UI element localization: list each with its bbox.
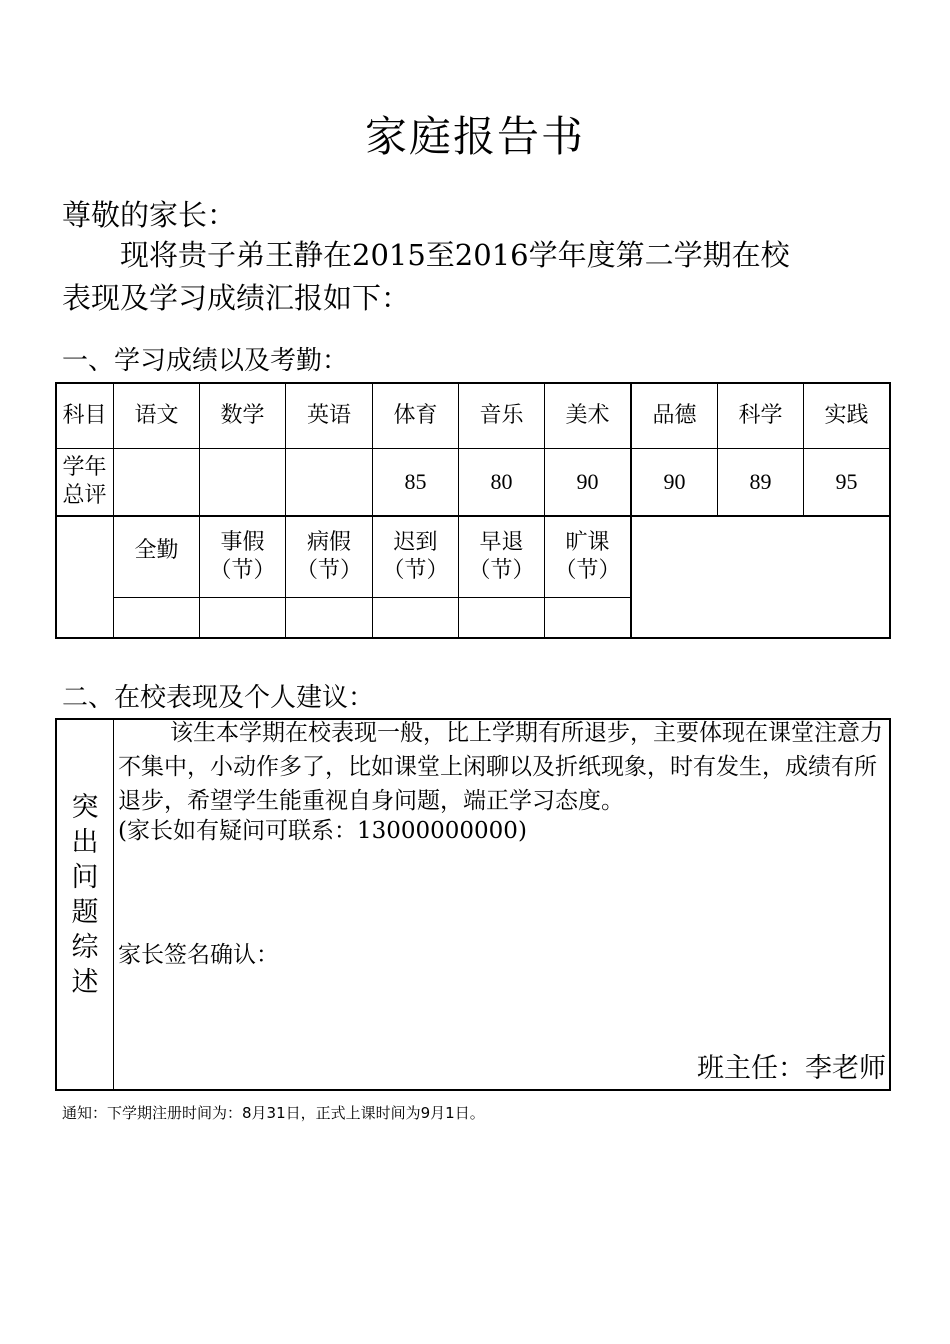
- side-label-char: 题: [71, 897, 99, 928]
- personal-leave-header: [200, 517, 285, 597]
- greeting: 尊敬的家长：: [62, 198, 237, 232]
- attendance-value: [286, 598, 372, 637]
- sick-leave-header: [286, 517, 372, 597]
- score-label-line1: 学年: [62, 455, 107, 480]
- score-cell: 85: [404, 469, 427, 494]
- full-attendance-header: 全勤: [134, 538, 179, 563]
- teacher-signature: 班主任：李老师: [697, 1053, 886, 1084]
- attendance-value: [373, 598, 458, 637]
- remarks-paragraph: 该生本学期在校表现一般，比上学期有所退步，主要体现在课堂注意力不集中，小动作多了，比如课堂上闲聊以及折纸现象，时有发生，成绩有所退步，希望学生能重视自身问题，端正学习态度。: [118, 720, 883, 814]
- subject-cell: 数学: [220, 403, 265, 428]
- score-cell: 80: [490, 469, 513, 494]
- early-leave-header: [459, 517, 544, 597]
- subject-cell: 美术: [565, 403, 610, 428]
- table-border-bottom: [55, 637, 891, 639]
- header-line2: （节）: [209, 558, 276, 583]
- side-label-char: 突: [71, 792, 99, 823]
- header-line1: 旷课: [565, 530, 610, 555]
- header-line2: （节）: [382, 558, 449, 583]
- score-label-line2: 总评: [62, 483, 107, 508]
- subject-cell: 英语: [306, 403, 351, 428]
- header-line2: （节）: [554, 558, 621, 583]
- subject-cell: 语文: [134, 403, 179, 428]
- side-label-char: 述: [71, 967, 99, 998]
- intro-line-1: 现将贵子弟王静在2015至2016学年度第二学期在校: [120, 238, 790, 272]
- side-label-char: 出: [71, 827, 99, 858]
- subject-cell: 实践: [824, 403, 869, 428]
- score-cell: 90: [576, 469, 599, 494]
- side-label-char: 问: [71, 862, 99, 893]
- score-row-label: [56, 449, 113, 515]
- header-line1: 病假: [306, 530, 351, 555]
- subject-cell: 品德: [652, 403, 697, 428]
- remarks-border-right: [889, 718, 891, 1091]
- attendance-value: [545, 598, 630, 637]
- score-cell: 90: [663, 469, 686, 494]
- remarks-side-label: [56, 790, 114, 1000]
- intro-line-2: 表现及学习成绩汇报如下：: [62, 281, 411, 315]
- side-label-char: 综: [71, 932, 99, 963]
- score-cell: 89: [749, 469, 772, 494]
- section1-heading: 一、学习成绩以及考勤：: [62, 346, 349, 376]
- subject-header: 科目: [62, 403, 107, 428]
- header-line2: （节）: [468, 558, 535, 583]
- attendance-value: [114, 598, 199, 637]
- subject-cell: 体育: [393, 403, 438, 428]
- score-cell: [200, 449, 285, 515]
- subject-cell: 音乐: [479, 403, 524, 428]
- attendance-value: [200, 598, 285, 637]
- table-border-right: [889, 382, 891, 639]
- score-cell: [114, 449, 199, 515]
- header-line1: 事假: [220, 530, 265, 555]
- remarks-border-bottom: [55, 1089, 891, 1091]
- attendance-value: [459, 598, 544, 637]
- page-title: 家庭报告书: [364, 112, 585, 161]
- header-line1: 早退: [479, 530, 524, 555]
- subject-cell: 科学: [738, 403, 783, 428]
- score-cell: [286, 449, 372, 515]
- header-line1: 迟到: [393, 530, 438, 555]
- notice-text: 通知：下学期注册时间为：8月31日，正式上课时间为9月1日。: [62, 1104, 485, 1122]
- late-header: [373, 517, 458, 597]
- score-cell: 95: [835, 469, 858, 494]
- truancy-header: [545, 517, 630, 597]
- header-line2: （节）: [295, 558, 362, 583]
- contact-note: (家长如有疑问可联系：13000000000): [118, 818, 527, 844]
- section2-heading: 二、在校表现及个人建议：: [62, 683, 375, 713]
- parent-signature-label: 家长签名确认：: [118, 942, 279, 968]
